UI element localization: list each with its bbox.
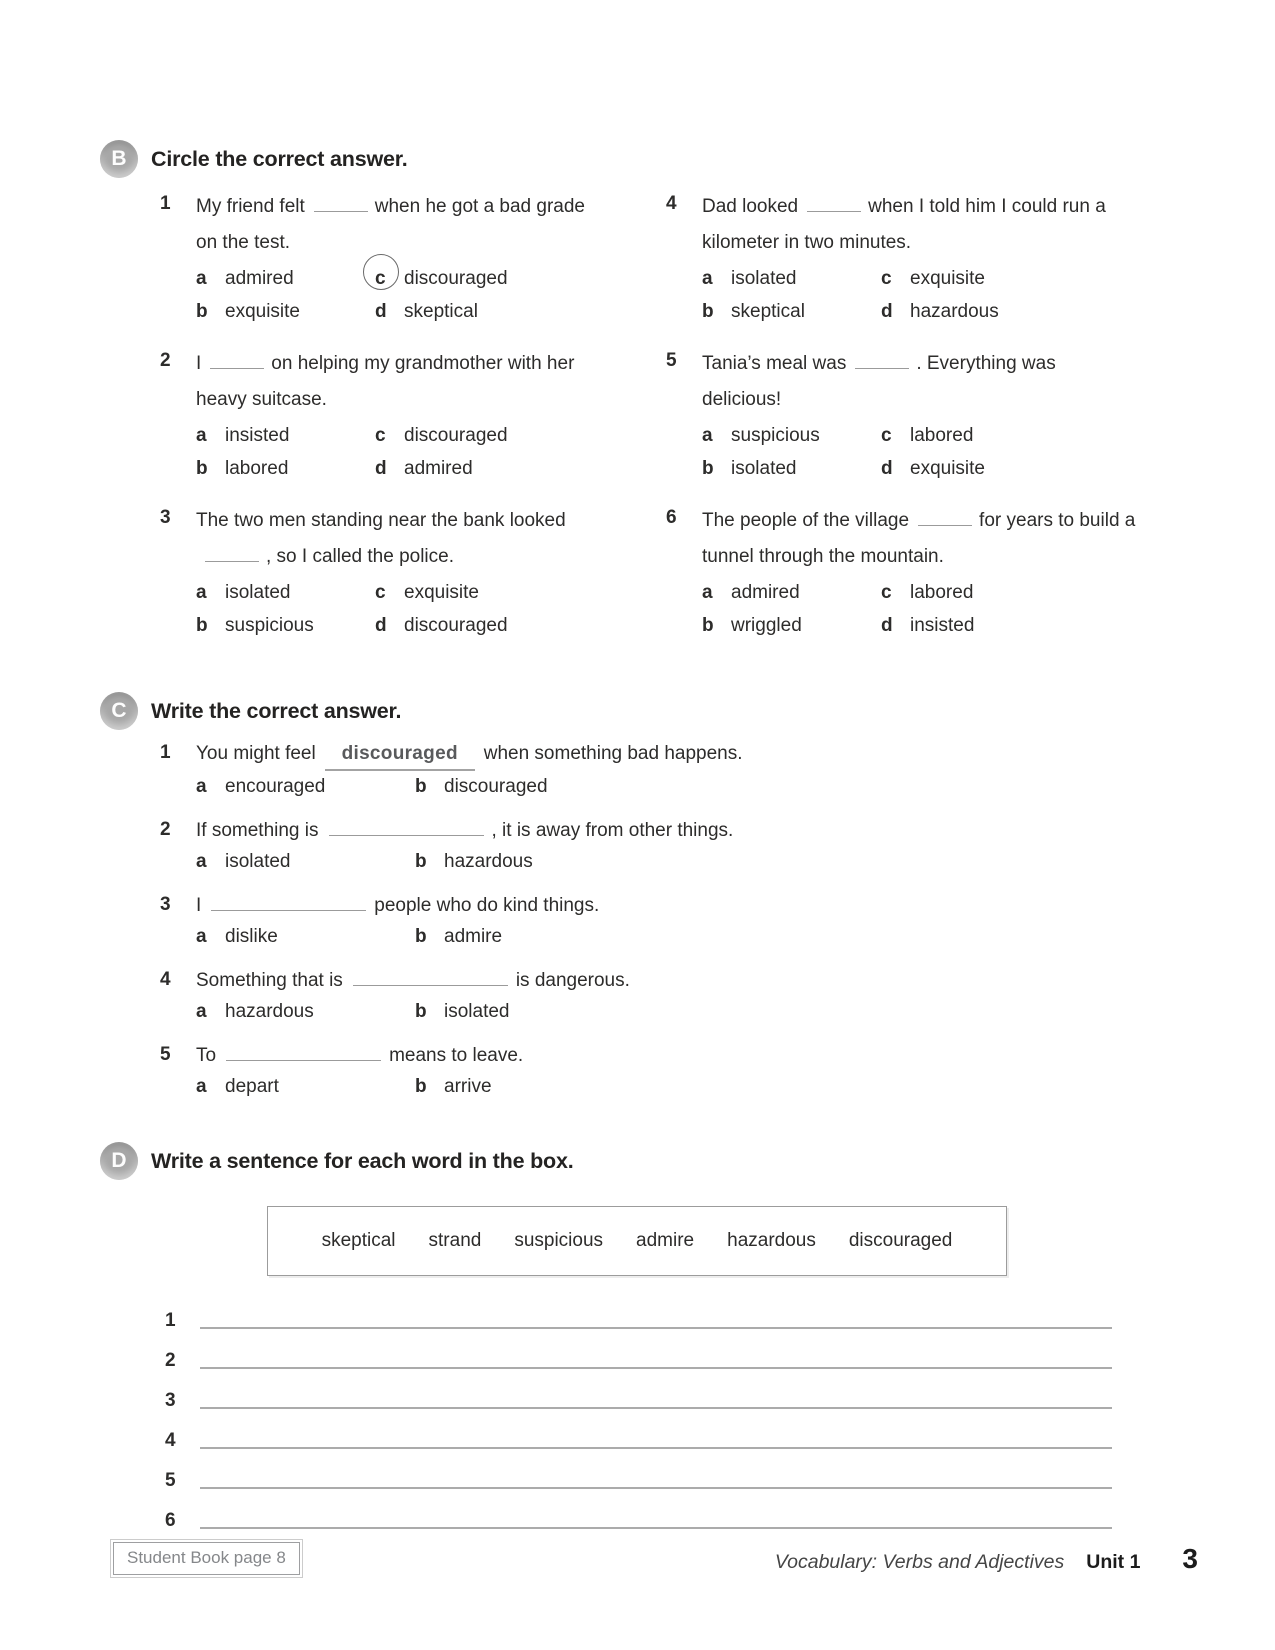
option-b[interactable] — [415, 1072, 1138, 1102]
word-box-item: skeptical — [321, 1230, 396, 1251]
line-number: 3 — [165, 1390, 176, 1411]
option-a[interactable] — [196, 772, 415, 802]
option-letter: a — [702, 425, 713, 446]
section-c-title: Write the correct answer. — [151, 698, 402, 723]
option-letter: d — [881, 615, 893, 636]
option-letter: b — [196, 615, 208, 636]
question-text — [702, 189, 1138, 261]
option-label: dislike — [225, 926, 278, 947]
option-a[interactable] — [196, 847, 415, 877]
option-b[interactable] — [702, 295, 881, 328]
writing-line[interactable] — [200, 1319, 1112, 1329]
options — [702, 419, 1138, 485]
option-letter: a — [196, 425, 207, 446]
option-letter: d — [375, 458, 387, 479]
option-letter: c — [375, 425, 386, 446]
question-number: 5 — [666, 350, 677, 371]
option-letter: b — [196, 458, 208, 479]
stem-pre: The two men standing near the bank looked — [196, 510, 566, 531]
stem-post: , it is away from other things. — [491, 820, 734, 841]
stem-post: . Everything was delicious! — [702, 353, 1056, 410]
page-footer — [113, 1542, 1198, 1575]
option-label: hazardous — [444, 851, 533, 872]
option-b[interactable] — [415, 997, 1138, 1027]
option-letter: a — [196, 926, 207, 947]
options — [196, 1072, 1138, 1102]
option-c[interactable] — [881, 576, 1138, 609]
answer-blank[interactable] — [353, 980, 508, 986]
option-letter: a — [196, 1001, 207, 1022]
option-letter: c — [881, 582, 892, 603]
option-label: exquisite — [404, 582, 479, 603]
sentence-line-5 — [100, 1452, 1112, 1492]
answer-blank[interactable] — [329, 830, 484, 836]
option-a[interactable] — [702, 419, 881, 452]
option-letter: d — [881, 301, 893, 322]
option-label: labored — [910, 425, 974, 446]
answer-blank[interactable] — [226, 1055, 381, 1061]
option-label: isolated — [444, 1001, 510, 1022]
option-a[interactable] — [702, 576, 881, 609]
line-number: 6 — [165, 1510, 176, 1531]
stem-post: , so I called the police. — [266, 546, 454, 567]
question-c2 — [100, 815, 1146, 877]
option-b[interactable] — [196, 295, 375, 328]
section-c-badge-icon: C — [100, 692, 138, 730]
question-number: 6 — [666, 507, 677, 528]
sentence-line-3 — [100, 1372, 1112, 1412]
option-a[interactable] — [196, 419, 375, 452]
option-letter: a — [196, 851, 207, 872]
option-label: discouraged — [444, 776, 548, 797]
option-label: encouraged — [225, 776, 326, 797]
option-b[interactable] — [196, 452, 375, 485]
question-text — [196, 346, 598, 418]
options — [702, 262, 1138, 328]
section-b-col-right — [606, 180, 1146, 642]
sentence-line-6 — [100, 1492, 1112, 1532]
option-label: isolated — [731, 268, 797, 289]
question-b5 — [606, 346, 1146, 485]
question-number: 1 — [160, 742, 171, 763]
option-letter: a — [702, 268, 713, 289]
sentence-lines — [100, 1292, 1112, 1532]
option-label: admired — [225, 268, 294, 289]
stem-post: when I told him I could run a kilometer in two minutes. — [702, 196, 1106, 253]
word-box-item: strand — [428, 1230, 482, 1251]
question-b2 — [100, 346, 606, 485]
option-label: suspicious — [731, 425, 820, 446]
stem-pre: Tania’s meal was — [702, 353, 847, 374]
writing-line[interactable] — [200, 1399, 1112, 1409]
footer-topic-label: Vocabulary: Verbs and Adjectives — [774, 1550, 1065, 1573]
stem-pre: Dad looked — [702, 196, 799, 217]
option-c[interactable] — [881, 419, 1138, 452]
stem-post: is dangerous. — [515, 970, 630, 991]
section-b-questions — [100, 180, 1146, 642]
option-letter: a — [196, 268, 207, 289]
option-label: exquisite — [225, 301, 300, 322]
option-a[interactable] — [196, 922, 415, 952]
section-b-badge-icon: B — [100, 140, 138, 178]
section-b-header — [100, 140, 1146, 178]
section-d — [100, 1142, 1146, 1532]
option-letter: d — [881, 458, 893, 479]
writing-line[interactable] — [200, 1479, 1112, 1489]
word-box-item: discouraged — [848, 1230, 953, 1251]
option-c[interactable] — [375, 419, 598, 452]
option-letter: a — [196, 1076, 207, 1097]
question-number: 3 — [160, 507, 171, 528]
option-letter: a — [196, 582, 207, 603]
line-number: 2 — [165, 1350, 176, 1371]
stem-post: for years to build a tunnel through the mountain. — [702, 510, 1136, 567]
line-number: 5 — [165, 1470, 176, 1491]
option-d[interactable] — [881, 452, 1138, 485]
question-text — [196, 503, 598, 575]
word-box-item: admire — [636, 1230, 695, 1251]
option-label: labored — [910, 582, 974, 603]
option-label: isolated — [731, 458, 797, 479]
question-text — [196, 1040, 1138, 1071]
option-letter: a — [702, 582, 713, 603]
stem-pre: Something that is — [196, 970, 343, 991]
option-label: discouraged — [404, 268, 508, 289]
question-number: 4 — [666, 193, 677, 214]
question-text — [196, 815, 1138, 846]
question-b4 — [606, 189, 1146, 328]
option-b[interactable] — [415, 772, 1138, 802]
option-c[interactable] — [375, 576, 598, 609]
word-box-item: suspicious — [514, 1230, 604, 1251]
option-a[interactable] — [196, 262, 375, 295]
option-b[interactable] — [196, 609, 375, 642]
option-letter: b — [415, 851, 427, 872]
question-text — [196, 965, 1138, 996]
footer-unit-label: Unit 1 — [1086, 1550, 1141, 1573]
stem-post: means to leave. — [389, 1045, 524, 1066]
option-letter: b — [415, 1076, 427, 1097]
stem-post: when he got a bad grade on the test. — [196, 196, 585, 253]
option-label: labored — [225, 458, 289, 479]
question-b1 — [100, 189, 606, 328]
writing-line[interactable] — [200, 1439, 1112, 1449]
answer-blank[interactable] — [918, 520, 972, 526]
section-c-header — [100, 692, 1146, 730]
question-text — [702, 503, 1138, 575]
answer-blank[interactable] — [210, 363, 264, 369]
section-b-title: Circle the correct answer. — [151, 146, 408, 171]
option-label: hazardous — [225, 1001, 314, 1022]
option-label: admired — [731, 582, 800, 603]
stem-post: people who do kind things. — [374, 895, 600, 916]
option-letter: a — [196, 776, 207, 797]
question-c3 — [100, 890, 1146, 952]
question-number: 5 — [160, 1044, 171, 1065]
option-label: skeptical — [731, 301, 805, 322]
question-text — [702, 346, 1138, 418]
option-label: insisted — [225, 425, 290, 446]
line-number: 1 — [165, 1310, 176, 1331]
option-label: admired — [404, 458, 473, 479]
option-d[interactable] — [881, 609, 1138, 642]
options — [196, 997, 1138, 1027]
question-text — [196, 738, 1138, 771]
options — [196, 419, 598, 485]
sentence-line-4 — [100, 1412, 1112, 1452]
options — [196, 772, 1138, 802]
question-text — [196, 890, 1138, 921]
option-letter: b — [196, 301, 208, 322]
word-box-item: hazardous — [727, 1230, 816, 1251]
question-number: 4 — [160, 969, 171, 990]
option-letter: c — [881, 268, 892, 289]
line-number: 4 — [165, 1430, 176, 1451]
option-letter: b — [415, 776, 427, 797]
option-label: discouraged — [404, 615, 508, 636]
stem-pre: I — [196, 895, 202, 916]
stem-pre: The people of the village — [702, 510, 910, 531]
option-label: discouraged — [404, 425, 508, 446]
option-b[interactable] — [702, 452, 881, 485]
stem-pre: My friend felt — [196, 196, 305, 217]
option-d[interactable] — [881, 295, 1138, 328]
options — [196, 922, 1138, 952]
circled-answer-mark: c — [375, 262, 404, 295]
option-label: insisted — [910, 615, 975, 636]
footer-right — [775, 1543, 1198, 1575]
writing-line[interactable] — [200, 1359, 1112, 1369]
stem-post: on helping my grandmother with her heavy suitcase. — [196, 353, 575, 410]
section-d-title: Write a sentence for each word in the box. — [151, 1148, 574, 1173]
stem-pre: I — [196, 353, 202, 374]
section-c — [100, 692, 1146, 1102]
option-c[interactable] — [881, 262, 1138, 295]
option-letter: c — [375, 582, 386, 603]
written-answer[interactable]: discouraged — [325, 738, 475, 771]
option-label: skeptical — [404, 301, 478, 322]
question-c1 — [100, 738, 1146, 802]
option-d[interactable] — [375, 452, 598, 485]
section-b — [100, 140, 1146, 642]
option-label: isolated — [225, 582, 291, 603]
option-label: admire — [444, 926, 503, 947]
option-letter: b — [415, 926, 427, 947]
section-d-badge-icon: D — [100, 1142, 138, 1180]
sentence-line-2 — [100, 1332, 1112, 1372]
stem-pre: To — [196, 1045, 217, 1066]
student-book-reference: Student Book page 8 — [113, 1542, 300, 1575]
stem-post: when something bad happens. — [483, 743, 743, 764]
page-number: 3 — [1182, 1542, 1198, 1574]
option-label: exquisite — [910, 268, 985, 289]
options — [702, 576, 1138, 642]
option-letter: b — [702, 615, 714, 636]
question-number: 2 — [160, 350, 171, 371]
section-b-col-left — [100, 180, 606, 642]
option-letter: b — [415, 1001, 427, 1022]
option-label: hazardous — [910, 301, 999, 322]
question-text — [196, 189, 598, 261]
answer-blank[interactable] — [314, 206, 368, 212]
option-letter: b — [702, 301, 714, 322]
option-label: depart — [225, 1076, 279, 1097]
question-b6 — [606, 503, 1146, 642]
answer-blank[interactable] — [211, 905, 366, 911]
option-letter: d — [375, 615, 387, 636]
word-box — [267, 1206, 1007, 1276]
option-d[interactable] — [375, 295, 598, 328]
option-c[interactable] — [375, 262, 598, 295]
answer-blank[interactable] — [855, 363, 909, 369]
options — [196, 576, 598, 642]
question-number: 3 — [160, 894, 171, 915]
option-a[interactable] — [196, 1072, 415, 1102]
answer-blank[interactable] — [807, 206, 861, 212]
stem-pre: If something is — [196, 820, 319, 841]
option-label: exquisite — [910, 458, 985, 479]
option-b[interactable] — [415, 922, 1138, 952]
option-d[interactable] — [375, 609, 598, 642]
question-c4 — [100, 965, 1146, 1027]
question-number: 2 — [160, 819, 171, 840]
option-label: arrive — [444, 1076, 492, 1097]
option-label: suspicious — [225, 615, 314, 636]
page-content — [100, 140, 1146, 1532]
sentence-line-1 — [100, 1292, 1112, 1332]
question-number: 1 — [160, 193, 171, 214]
option-letter: c — [881, 425, 892, 446]
options — [196, 262, 598, 328]
option-b[interactable] — [702, 609, 881, 642]
section-d-header — [100, 1142, 1146, 1180]
writing-line[interactable] — [200, 1519, 1112, 1529]
option-a[interactable] — [702, 262, 881, 295]
options — [196, 847, 1138, 877]
option-letter: d — [375, 301, 387, 322]
stem-pre: You might feel — [196, 743, 316, 764]
question-b3 — [100, 503, 606, 642]
option-a[interactable] — [196, 576, 375, 609]
question-c5 — [100, 1040, 1146, 1102]
answer-blank[interactable] — [205, 556, 259, 562]
option-a[interactable] — [196, 997, 415, 1027]
option-label: wriggled — [731, 615, 802, 636]
option-label: isolated — [225, 851, 291, 872]
option-b[interactable] — [415, 847, 1138, 877]
option-letter: b — [702, 458, 714, 479]
